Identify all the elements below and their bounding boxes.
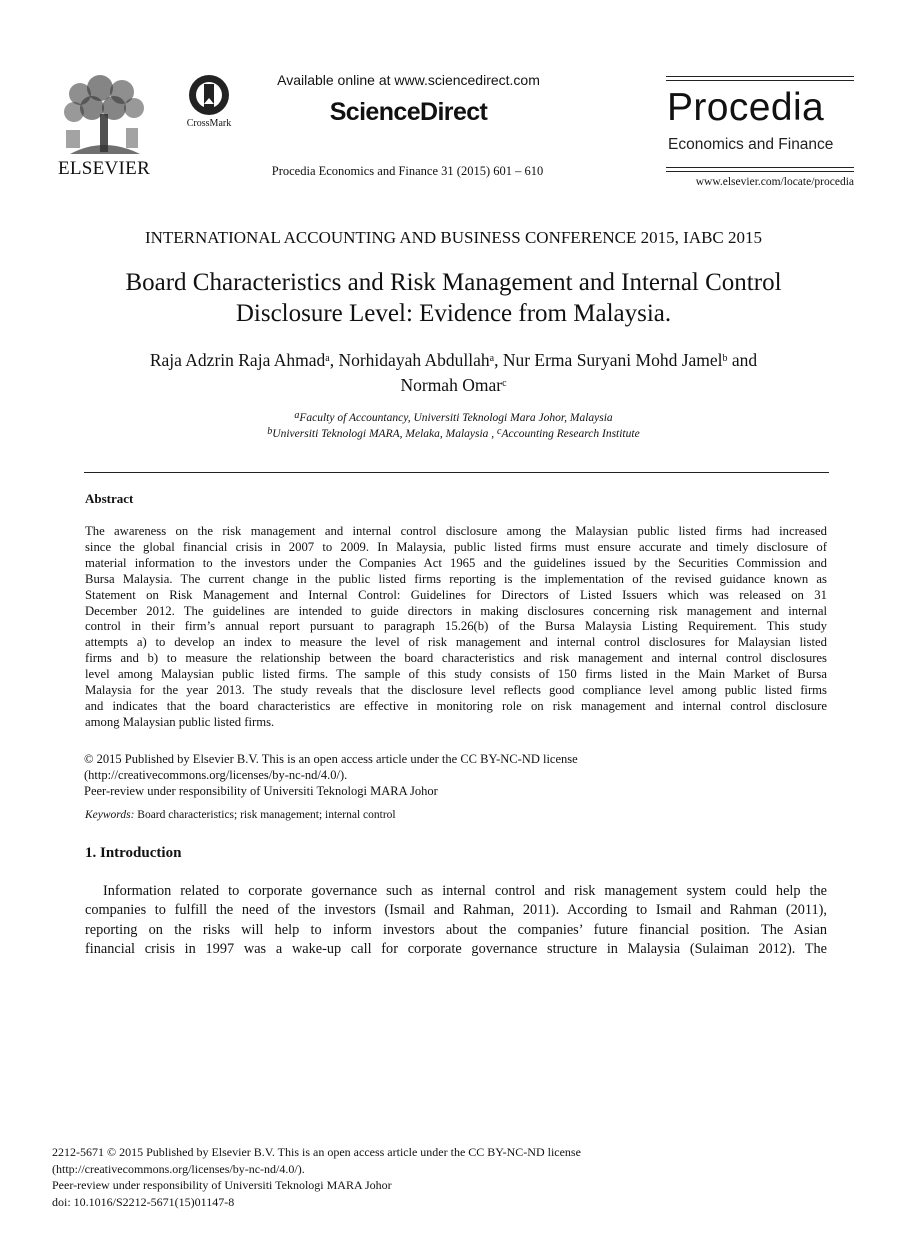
procedia-logo xyxy=(666,76,854,192)
introduction-body xyxy=(85,882,827,959)
abstract-line: firms and b) to measure the relationship between the board characteristics and risk management and internal control disclosures xyxy=(85,651,827,666)
abstract-line: Statement on Risk Management and Internal Control: Guidelines for Directors of Listed Issuers which was released on 31 xyxy=(85,587,827,602)
license-link[interactable]: (http://creativecommons.org/licenses/by-nc-nd/4.0/). xyxy=(84,768,348,782)
author-line xyxy=(70,348,837,373)
author-conjunction: and xyxy=(727,350,758,370)
affiliation-line xyxy=(70,426,837,442)
affiliations xyxy=(70,410,837,442)
header-divider xyxy=(84,472,829,473)
affil-mark: c xyxy=(497,426,502,437)
abstract-line: Malaysia for the year 2013. The study reveals that the disclosure level reflects good compliance level among public listed firms xyxy=(85,683,827,698)
abstract-body xyxy=(85,524,827,731)
author-affil-mark: a xyxy=(489,353,495,364)
affiliation-line xyxy=(70,410,837,426)
procedia-subtitle: Economics and Finance xyxy=(668,136,834,153)
author-line xyxy=(70,373,837,398)
affiliation-text: Faculty of Accountancy, Universiti Teknologi Mara Johor, Malaysia xyxy=(299,412,613,424)
copyright-line: © 2015 Published by Elsevier B.V. This is an open access article under the CC BY-NC-ND license xyxy=(84,752,578,766)
available-online-text: Available online at www.sciencedirect.com xyxy=(277,72,540,88)
abstract-line: since the global financial crisis in 2007 to 2009. In Malaysia, public listed firms must ensure accurate and timely disclosure of xyxy=(85,539,827,554)
footer-doi[interactable]: doi: 10.1016/S2212-5671(15)01147-8 xyxy=(52,1194,235,1209)
footer-peer-review: Peer-review under responsibility of Universiti Teknologi MARA Johor xyxy=(52,1178,392,1192)
abstract-line: control in their firm’s annual report pursuant to paragraph 15.26(b) of the Bursa Malaysia Listing Requirement. This study xyxy=(85,619,827,634)
journal-reference: Procedia Economics and Finance 31 (2015) 601 – 610 xyxy=(271,164,544,178)
abstract-line: Bursa Malaysia. The current change in the public listed firms reporting is the implementation of the revised guidance known as xyxy=(85,571,827,586)
author-name: Normah Omar xyxy=(400,375,503,395)
author-name: , Nur Erma Suryani Mohd Jamel xyxy=(494,350,723,370)
procedia-wordmark: Procedia xyxy=(667,86,825,129)
intro-line: financial crisis in 1997 was a wake-up call for corporate governance structure in Malaysia (Sulaiman 2012). The xyxy=(85,940,827,957)
affiliation-text: Accounting Research Institute xyxy=(501,428,640,440)
abstract-heading: Abstract xyxy=(85,491,134,506)
keywords-label: Keywords: xyxy=(85,809,135,821)
author-name: , Norhidayah Abdullah xyxy=(329,350,490,370)
elsevier-wordmark: ELSEVIER xyxy=(57,158,151,179)
paper-title xyxy=(70,267,837,329)
author-name: Raja Adzrin Raja Ahmad xyxy=(149,350,326,370)
author-affil-mark: a xyxy=(325,353,330,364)
abstract-line: The awareness on the risk management and internal control disclosure among the Malaysian public listed firms had increased xyxy=(85,524,827,538)
sciencedirect-logo: ScienceDirect xyxy=(329,98,488,126)
crossmark-icon xyxy=(178,74,240,118)
copyright-notice xyxy=(84,751,684,799)
affil-mark: a xyxy=(294,410,300,421)
title-line: Disclosure Level: Evidence from Malaysia. xyxy=(235,300,672,327)
conference-name: INTERNATIONAL ACCOUNTING AND BUSINESS CONFERENCE 2015, IABC 2015 xyxy=(144,228,763,247)
footer-license-link[interactable]: (http://creativecommons.org/licenses/by-nc-nd/4.0/). xyxy=(52,1161,305,1176)
crossmark-label: CrossMark xyxy=(186,118,232,129)
peer-review-line: Peer-review under responsibility of Universiti Teknologi MARA Johor xyxy=(84,784,438,798)
elsevier-tree-icon xyxy=(60,74,148,158)
title-line: Board Characteristics and Risk Management and Internal Control xyxy=(125,269,782,296)
abstract-line: and indicates that the board characteristics are effective in monitoring role on risk management and internal control disclosure xyxy=(85,698,827,713)
abstract-line: material information to the investors under the Companies Act 1965 and the guidelines issued by the Securities Commission and xyxy=(85,555,827,570)
author-list xyxy=(70,348,837,398)
section-heading-introduction: 1. Introduction xyxy=(85,845,182,861)
intro-line: reporting on the risks will help to inform investors about the companies’ future financial position. The Asian xyxy=(85,921,827,938)
keywords xyxy=(85,809,685,821)
affil-mark: b xyxy=(267,426,273,437)
affiliation-text: Universiti Teknologi MARA, Melaka, Malaysia , xyxy=(272,428,495,440)
intro-line: Information related to corporate governance such as internal control and risk management system could help the xyxy=(103,883,827,899)
footer-issn-line: 2212-5671 © 2015 Published by Elsevier B.V. This is an open access article under the CC BY-NC-ND license xyxy=(52,1145,581,1159)
page-footer xyxy=(52,1144,702,1210)
intro-line: companies to fulfill the need of the investors (Ismail and Rahman, 2011). According to Ismail and Rahman (2011), xyxy=(85,902,827,919)
abstract-line: December 2012. The guidelines are intended to guide directors in making disclosures concerning risk management and internal xyxy=(85,603,827,618)
author-affil-mark: b xyxy=(722,353,728,364)
keywords-text: Board characteristics; risk management; internal control xyxy=(134,809,396,821)
procedia-url[interactable]: www.elsevier.com/locate/procedia xyxy=(695,176,854,188)
abstract-line: level among Malaysian public listed firms. The sample of this study consists of 150 firms listed in the Main Market of Bursa xyxy=(85,667,827,682)
elsevier-logo xyxy=(54,74,154,180)
abstract-line: attempts a) to develop an index to measure the level of risk management and internal control disclosures for Malaysian listed xyxy=(85,635,827,650)
abstract-line: among Malaysian public listed firms. xyxy=(85,714,275,729)
author-affil-mark: c xyxy=(502,378,507,389)
crossmark-logo[interactable] xyxy=(178,74,240,134)
